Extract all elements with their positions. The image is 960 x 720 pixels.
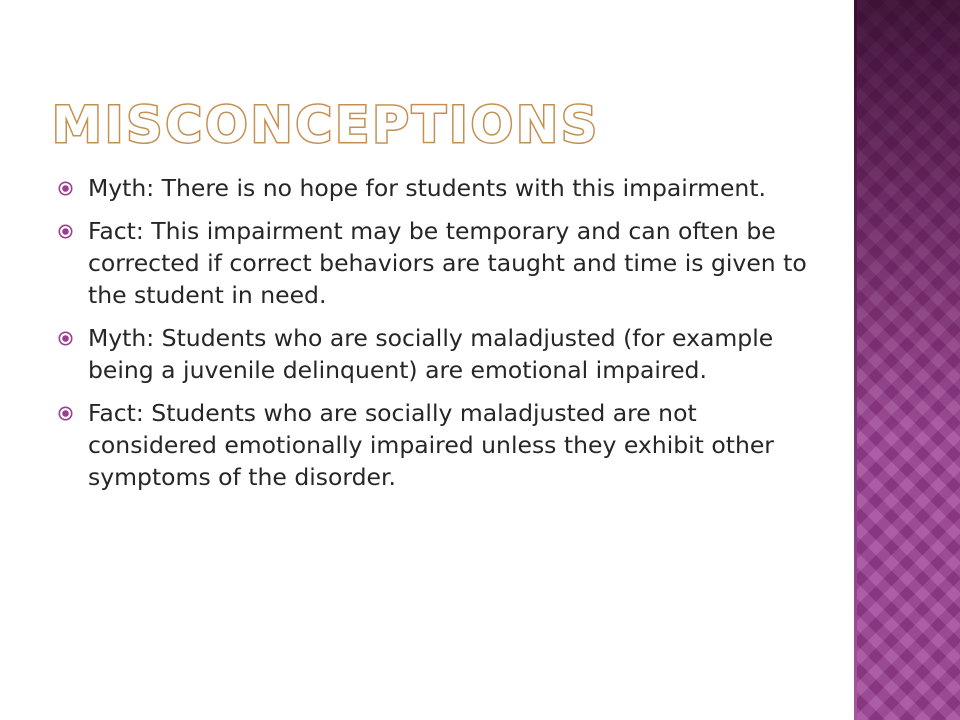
list-item [58, 172, 818, 204]
circled-dot-icon [58, 406, 73, 421]
list-item [58, 215, 818, 311]
bullet-text: Fact: This impairment may be temporary and can often be corrected if correct behaviors are taught and time is given to the student in need. [88, 217, 807, 309]
list-item [58, 397, 818, 493]
bullet-list [58, 172, 818, 504]
slide-title-text: Misconceptions [52, 96, 600, 154]
bullet-text: Myth: Students who are socially maladjusted (for example being a juvenile delinquent) are emotional impaired. [88, 324, 774, 384]
circled-dot-icon [58, 181, 73, 196]
side-panel-edge [854, 0, 857, 720]
bullet-text: Fact: Students who are socially maladjusted are not considered emotionally impaired unless they exhibit other symptoms of the disorder. [88, 399, 774, 491]
bullet-text: Myth: There is no hope for students with this impairment. [88, 174, 767, 202]
circled-dot-icon [58, 224, 73, 239]
list-item [58, 322, 818, 386]
decorative-side-panel [854, 0, 960, 720]
slide-title [52, 80, 832, 160]
circled-dot-icon [58, 331, 73, 346]
